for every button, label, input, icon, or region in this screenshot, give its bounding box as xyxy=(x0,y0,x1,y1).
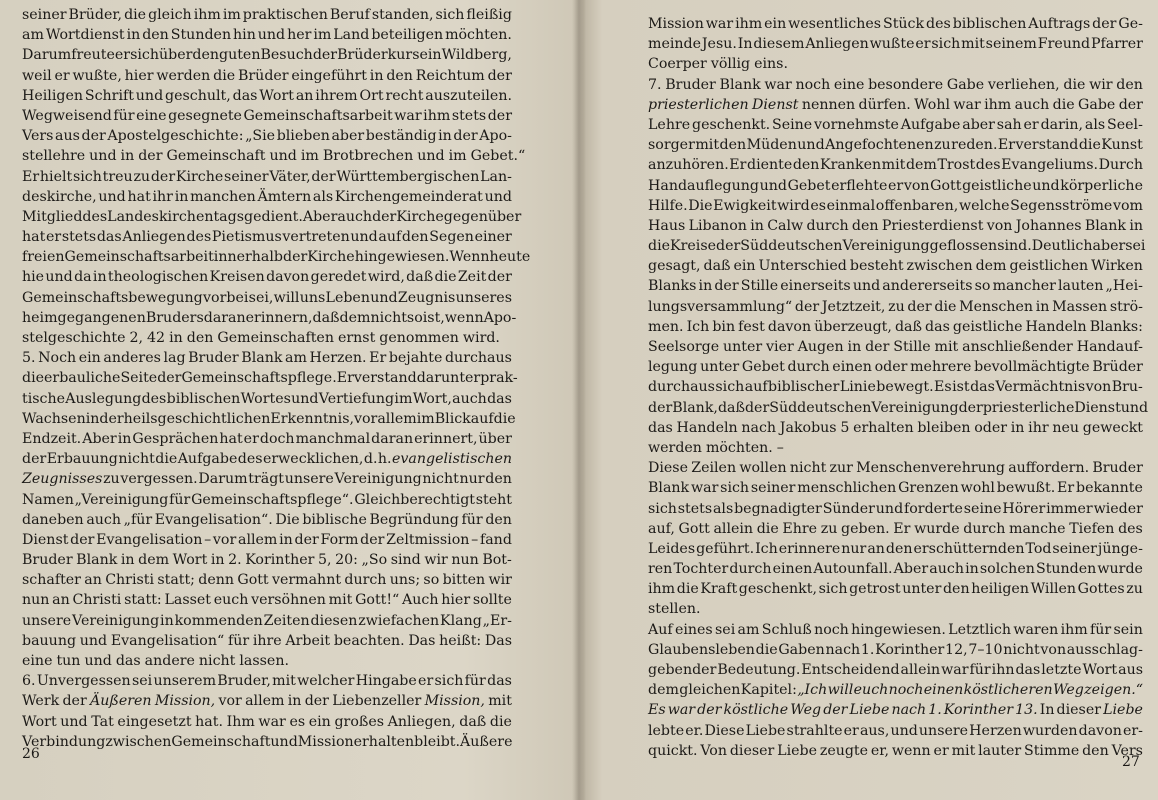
text-line: Auf eines sei am Schluß noch hingewiesen. Letztlich waren ihm für sein xyxy=(648,621,1143,638)
text-line: Gemeinschaftsbewegung vorbei sei, will uns Leben und Zeugnis unseres xyxy=(22,289,512,306)
text-line: stelgeschichte 2, 42 in den Gemeinschaften ernst genommen wird. xyxy=(22,330,500,346)
text-line: Endzeit. Aber in Gesprächen hat er doch manchmal daran erinnert, über xyxy=(22,430,512,447)
text-line: ihm die Kraft geschenkt, sich getrost unter den heiligen Willen Gottes zu xyxy=(648,581,1143,598)
text-line: 5. Noch ein anderes lag Bruder Blank am Herzen. Er bejahte durchaus xyxy=(22,350,512,367)
text-line: schafter an Christi statt; denn Gott vermahnt durch uns; so bitten wir xyxy=(22,572,512,589)
text-line: Bruder Blank in dem Wort in 2. Korinther 5, 20: „So sind wir nun Bot- xyxy=(22,552,512,569)
text-line: ren Tochter durch einen Autounfall. Aber auch in solchen Stunden wurde xyxy=(648,561,1143,578)
text-line: Heiligen Schrift und geschult, das Wort an ihrem Ort recht auszuteilen. xyxy=(22,87,512,104)
text-line: Blanks in der Stille einerseits und andererseits so mancher lauten „Hei- xyxy=(648,278,1143,295)
text-line: unsere Vereinigung in kommenden Zeiten diesen zwiefachen Klang „Er- xyxy=(22,612,512,629)
right-page-text xyxy=(648,14,1149,761)
text-line: daneben auch „für Evangelisation“. Die biblische Begründung für den xyxy=(22,511,512,528)
text-line: quickt. Von dieser Liebe zeugte er, wenn er mit lauter Stimme den Vers xyxy=(648,742,1143,759)
text-line: gesagt, daß ein Unterschied besteht zwischen dem geistlichen Wirken xyxy=(648,258,1143,275)
text-line: Vers aus der Apostelgeschichte: „Sie blieben aber beständig in der Apo- xyxy=(22,128,512,145)
text-line: Haus Libanon in Calw durch den Priesterdienst von Johannes Blank in xyxy=(648,217,1143,234)
text-line: lebte er. Diese Liebe strahlte er aus, und unsere Herzen wurden davon er- xyxy=(648,722,1143,739)
text-line: der Erbauung nicht die Aufgabe des erwecklichen, d. h. evangelistischen xyxy=(22,451,512,468)
text-line: nun an Christi statt: Lasset euch versöhnen mit Gott!“ Auch hier sollte xyxy=(22,592,512,609)
text-line: die Kreise der Süddeutschen Vereinigung geflossen sind. Deutlich aber sei xyxy=(648,238,1146,255)
left-page-text xyxy=(22,5,531,752)
text-line: Es war der köstliche Weg der Liebe nach 1. Korinther 13. In dieser Liebe xyxy=(648,702,1143,719)
text-line: gebender Bedeutung. Entscheidend allein war für ihn das letzte Wort aus xyxy=(648,662,1143,678)
text-line: seiner Brüder, die gleich ihm im praktischen Beruf standen, sich fleißig xyxy=(22,7,512,23)
text-line: Mission war ihm ein wesentliches Stück des biblischen Auftrags der Ge- xyxy=(648,16,1143,32)
text-line: weil er wußte, hier werden die Brüder eingeführt in den Reichtum der xyxy=(22,67,512,84)
text-line: Darum freute er sich über den guten Besuch der Brüderkurse in Wildberg, xyxy=(22,47,512,64)
text-line: freien Gemeinschaftsarbeit innerhalb der Kirche hingewiesen. Wenn heute xyxy=(22,249,531,266)
text-line: Dienst der Evangelisation – vor allem in der Form der Zeltmission – fand xyxy=(22,531,512,548)
text-line: stellen. xyxy=(648,601,701,618)
text-line: stellehre und in der Gemeinschaft und im Brotbrechen und im Gebet.“ xyxy=(22,148,526,165)
right-page-number: 27 xyxy=(1122,754,1140,770)
book-gutter xyxy=(572,0,586,800)
text-line: am Wortdienst in den Stunden hin und her im Land beteiligen möchten. xyxy=(22,27,512,44)
left-page xyxy=(0,0,572,800)
left-page-number: 26 xyxy=(22,746,40,762)
text-line: sorger mit den Müden und Angefochtenen zu reden. Er verstand die Kunst xyxy=(648,137,1143,154)
text-line: werden möchten. – xyxy=(648,439,784,456)
text-line: durchaus sich auf biblischer Linie bewegt. Es ist das Vermächtnis von Bru- xyxy=(648,379,1143,396)
text-line: auf, Gott allein die Ehre zu geben. Er wurde durch manche Tiefen des xyxy=(648,520,1143,537)
text-line: Er hielt sich treu zu der Kirche seiner Väter, der Württembergischen Lan- xyxy=(22,168,512,185)
text-line: men. Ich bin fest davon überzeugt, daß das geistliche Handeln Blanks: xyxy=(648,318,1143,335)
text-line: Lehre geschenkt. Seine vornehmste Aufgabe aber sah er darin, als Seel- xyxy=(648,116,1143,133)
text-line: lungsversammlung“ der Jetztzeit, zu der die Menschen in Massen strö- xyxy=(648,298,1143,315)
text-line: die erbauliche Seite der Gemeinschaftspflege. Er verstand darunter prak- xyxy=(22,370,518,387)
text-line: bauung und Evangelisation“ für ihre Arbeit beachten. Das heißt: Das xyxy=(22,632,512,649)
text-line: meinde Jesu. In diesem Anliegen wußte er sich mit seinem Freund Pfarrer xyxy=(648,36,1143,53)
text-line: deskirche, und hat ihr in manchen Ämtern als Kirchengemeinderat und xyxy=(22,188,512,205)
text-line: 7. Bruder Blank war noch eine besondere Gabe verliehen, die wir den xyxy=(648,76,1143,93)
text-line: Leides geführt. Ich erinnere nur an den erschütternden Tod seiner jünge- xyxy=(648,540,1143,557)
text-line: hie und da in theologischen Kreisen davon geredet wird, daß die Zeit der xyxy=(22,269,512,286)
text-line: sich stets als begnadigter Sünder und forderte seine Hörer immer wieder xyxy=(648,500,1143,517)
text-line: Handauflegung und Gebet erflehte er von Gott geistliche und körperliche xyxy=(648,177,1143,194)
text-line: Mitglied des Landeskirchentags gedient. Aber auch der Kirche gegenüber xyxy=(22,208,522,225)
text-line: hat er stets das Anliegen des Pietismus vertreten und auf den Segen einer xyxy=(22,229,512,246)
text-line: Verbindung zwischen Gemeinschaft und Mission erhalten bleibt. Äußere xyxy=(22,733,513,750)
text-line: Namen „Vereinigung für Gemeinschaftspflege“. Gleichberechtigt steht xyxy=(22,491,512,508)
text-line: Diese Zeilen wollen nicht zur Menschenverehrung auffordern. Bruder xyxy=(648,460,1143,477)
text-line: Werk der Äußeren Mission, vor allem in der Liebenzeller Mission, mit xyxy=(22,693,512,710)
text-line: das Handeln nach Jakobus 5 erhalten bleiben oder in ihr neu geweckt xyxy=(648,419,1143,436)
text-line: Zeugnisses zu vergessen. Darum trägt unsere Vereinigung nicht nur den xyxy=(22,471,512,488)
text-line: Blank war sich seiner menschlichen Grenzen wohl bewußt. Er bekannte xyxy=(648,480,1143,497)
text-line: tische Auslegung des biblischen Wortes und Vertiefung im Wort, auch das xyxy=(22,390,512,407)
text-line: legung unter Gebet durch einen oder mehrere bevollmächtigte Brüder xyxy=(648,359,1143,376)
text-line: Wegweisend für eine gesegnete Gemeinschaftsarbeit war ihm stets der xyxy=(22,107,512,124)
text-line: Hilfe. Die Ewigkeit wird es einmal offenbaren, welche Segensströme vom xyxy=(648,197,1143,214)
text-line: Wort und Tat eingesetzt hat. Ihm war es ein großes Anliegen, daß die xyxy=(22,713,512,730)
text-line: dem gleichen Kapitel: „Ich will euch noch einen köstlicheren Weg zeigen.“ xyxy=(648,682,1143,699)
text-line: der Blank, daß der Süddeutschen Vereinigung der priesterliche Dienst und xyxy=(648,399,1149,416)
text-line: anzuhören. Er diente den Kranken mit dem Trost des Evangeliums. Durch xyxy=(648,157,1143,174)
text-line: 6. Unvergessen sei unserem Bruder, mit welcher Hingabe er sich für das xyxy=(22,673,512,690)
text-line: Coerper völlig eins. xyxy=(648,56,788,73)
text-line: Seelsorge unter vier Augen in der Stille mit anschließender Handauf- xyxy=(648,339,1143,355)
text-line: Glaubensleben die Gaben nach 1. Korinther 12, 7–10 nicht von ausschlag- xyxy=(648,641,1143,658)
text-line: Wachsen in der heilsgeschichtlichen Erkenntnis, vor allem im Blick auf die xyxy=(22,410,516,427)
text-line: eine tun und das andere nicht lassen. xyxy=(22,653,289,669)
text-line: heimgegangenen Bruders daran erinnern, daß dem nicht so ist, wenn Apo- xyxy=(22,309,517,326)
right-page xyxy=(586,0,1158,800)
text-line: priesterlichen Dienst nennen dürfen. Wohl war ihm auch die Gabe der xyxy=(648,96,1143,113)
